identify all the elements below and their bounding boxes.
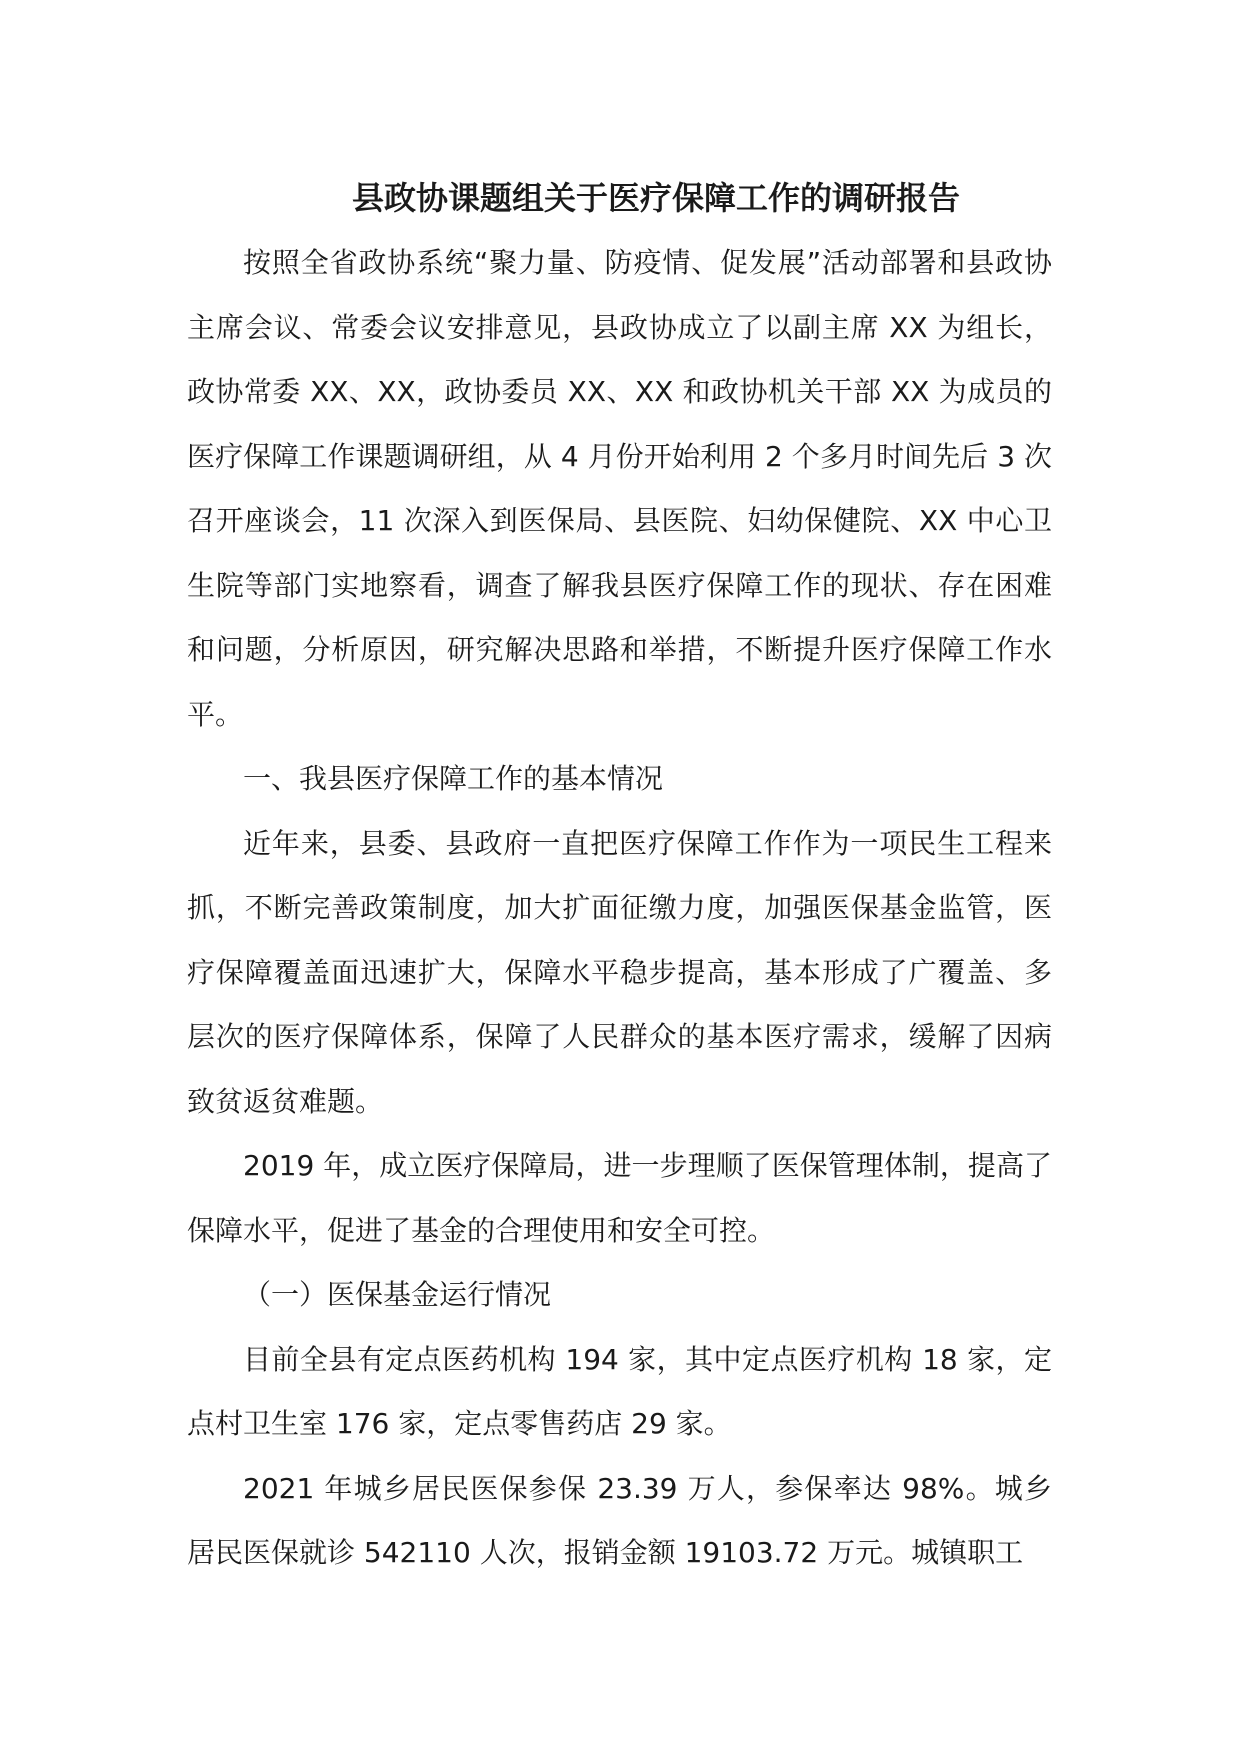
section-heading-basic-situation: 一、我县医疗保障工作的基本情况 (243, 762, 664, 795)
paragraph-2021-insurance: 2021 年城乡居民医保参保 23.39 万人，参保率达 98%。城乡居民医保就诊 542110 人次，报销金额 19103.72 万元。城镇职工 (187, 1471, 1052, 1569)
subsection-heading-fund-operation: （一）医保基金运行情况 (243, 1278, 552, 1311)
paragraph-designated-institutions: 目前全县有定点医药机构 194 家，其中定点医疗机构 18 家，定点村卫生室 176 家，定点零售药店 29 家。 (187, 1342, 1052, 1440)
paragraph-intro: 按照全省政协系统“聚力量、防疫情、促发展”活动部署和县政协主席会议、常委会议安排意见，县政协成立了以副主席 XX 为组长，政协常委 XX、XX，政协委员 XX、XX 和政协机关干部 XX 为成员的医疗保障工作课题调研组，从 4 月份开始利用 2 个多月时间先后 3 次召开座谈会，11 次深入到医保局、县医院、妇幼保健院、XX 中心卫生院等部门实地察看，调查了解我县医疗保障工作的现状、存在困难和问题，分析原因，研究解决思路和举措，不断提升医疗保障工作水平。 (187, 246, 1052, 731)
paragraph-2019: 2019 年，成立医疗保障局，进一步理顺了医保管理体制，提高了保障水平，促进了基金的合理使用和安全可控。 (187, 1149, 1052, 1247)
document-title: 县政协课题组关于医疗保障工作的调研报告 (351, 179, 960, 217)
paragraph-overview: 近年来，县委、县政府一直把医疗保障工作作为一项民生工程来抓，不断完善政策制度，加大扩面征缴力度，加强医保基金监管，医疗保障覆盖面迅速扩大，保障水平稳步提高，基本形成了广覆盖、多层次的医疗保障体系，保障了人民群众的基本医疗需求，缓解了因病致贫返贫难题。 (187, 826, 1052, 1118)
document-body (187, 231, 1052, 1586)
